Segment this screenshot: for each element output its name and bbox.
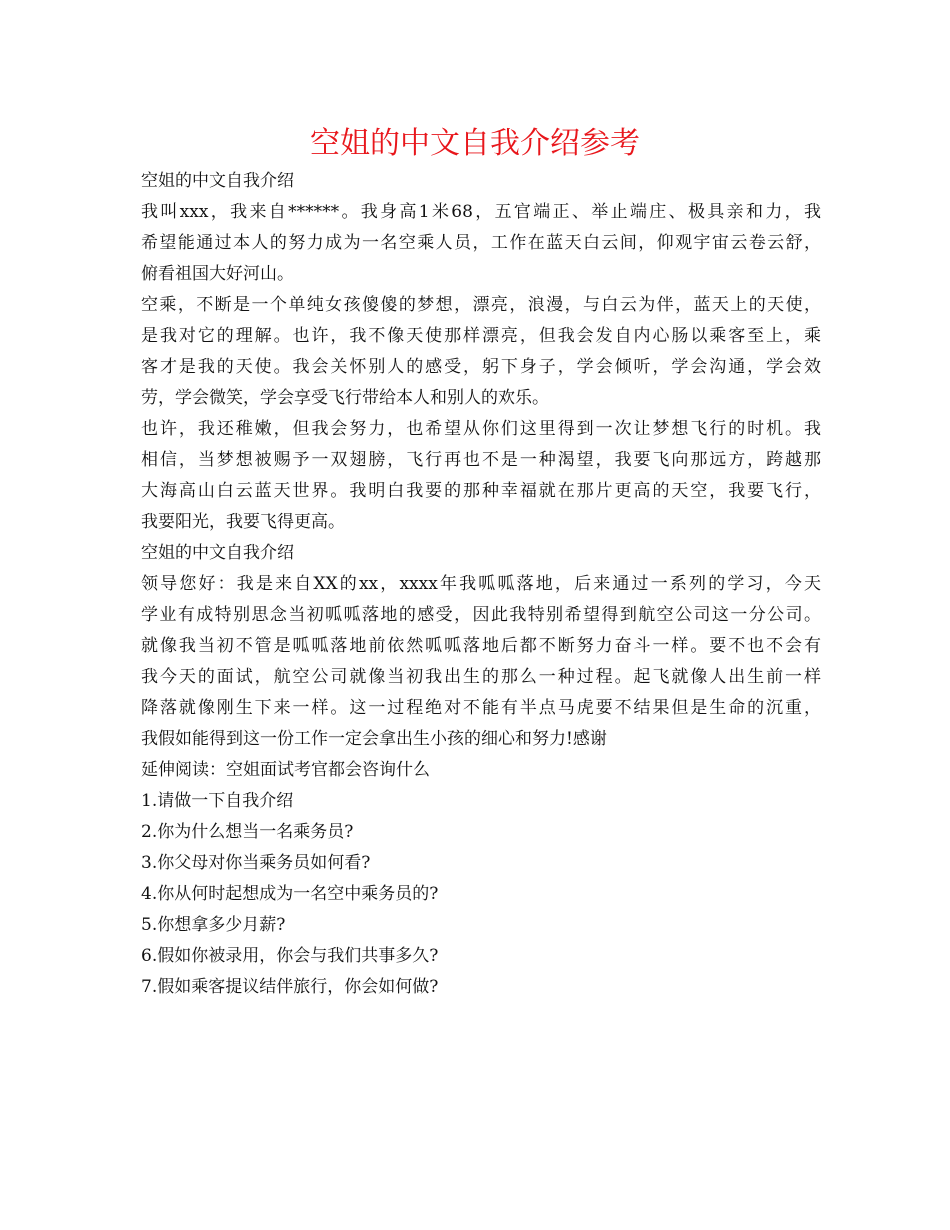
text-line: 我叫xxx，我来自******。我身高1米68，五官端正、举止端庄、极具亲和力，我	[141, 202, 821, 222]
text-line: 我假如能得到这一份工作一定会拿出生小孩的细心和努力!感谢	[141, 729, 607, 749]
text-line: 俯看祖国大好河山。	[141, 264, 294, 284]
document-body	[141, 166, 821, 1003]
text-line: 2.你为什么想当一名乘务员?	[141, 822, 354, 842]
text-line: 学业有成特别思念当初呱呱落地的感受，因此我特别希望得到航空公司这一分公司。	[141, 605, 821, 625]
text-line: 1.请做一下自我介绍	[141, 791, 294, 811]
text-line: 空姐的中文自我介绍	[141, 171, 294, 191]
text-line: 劳，学会微笑，学会享受飞行带给本人和别人的欢乐。	[141, 388, 549, 408]
text-line: 希望能通过本人的努力成为一名空乘人员，工作在蓝天白云间，仰观宇宙云卷云舒，	[141, 233, 821, 253]
text-line: 大海高山白云蓝天世界。我明白我要的那种幸福就在那片更高的天空，我要飞行，	[141, 481, 821, 501]
text-line: 延伸阅读：空姐面试考官都会咨询什么	[141, 760, 430, 780]
text-line: 也许，我还稚嫩，但我会努力，也希望从你们这里得到一次让梦想飞行的时机。我	[141, 419, 821, 439]
text-line: 是我对它的理解。也许，我不像天使那样漂亮，但我会发自内心肠以乘客至上，乘	[141, 326, 821, 346]
text-line: 空姐的中文自我介绍	[141, 543, 294, 563]
text-line: 7.假如乘客提议结伴旅行，你会如何做?	[141, 977, 439, 997]
text-line: 5.你想拿多少月薪?	[141, 915, 286, 935]
text-line: 4.你从何时起想成为一名空中乘务员的?	[141, 884, 439, 904]
text-line: 空乘，不断是一个单纯女孩傻傻的梦想，漂亮，浪漫，与白云为伴，蓝天上的天使，	[141, 295, 821, 315]
document-title: 空姐的中文自我介绍参考	[310, 126, 640, 161]
text-line: 相信，当梦想被赐予一双翅膀，飞行再也不是一种渴望，我要飞向那远方，跨越那	[141, 450, 821, 470]
text-line: 就像我当初不管是呱呱落地前依然呱呱落地后都不断努力奋斗一样。要不也不会有	[141, 636, 821, 656]
text-line: 客才是我的天使。我会关怀别人的感受，躬下身子，学会倾听，学会沟通，学会效	[141, 357, 821, 377]
text-line: 我今天的面试，航空公司就像当初我出生的那么一种过程。起飞就像人出生前一样	[141, 667, 821, 687]
text-line: 降落就像刚生下来一样。这一过程绝对不能有半点马虎要不结果但是生命的沉重，	[141, 698, 821, 718]
text-line: 3.你父母对你当乘务员如何看?	[141, 853, 371, 873]
text-line: 领导您好：我是来自XX的xx，xxxx年我呱呱落地，后来通过一系列的学习，今天	[141, 574, 821, 594]
text-line: 我要阳光，我要飞得更高。	[141, 512, 345, 532]
text-line: 6.假如你被录用，你会与我们共事多久?	[141, 946, 439, 966]
